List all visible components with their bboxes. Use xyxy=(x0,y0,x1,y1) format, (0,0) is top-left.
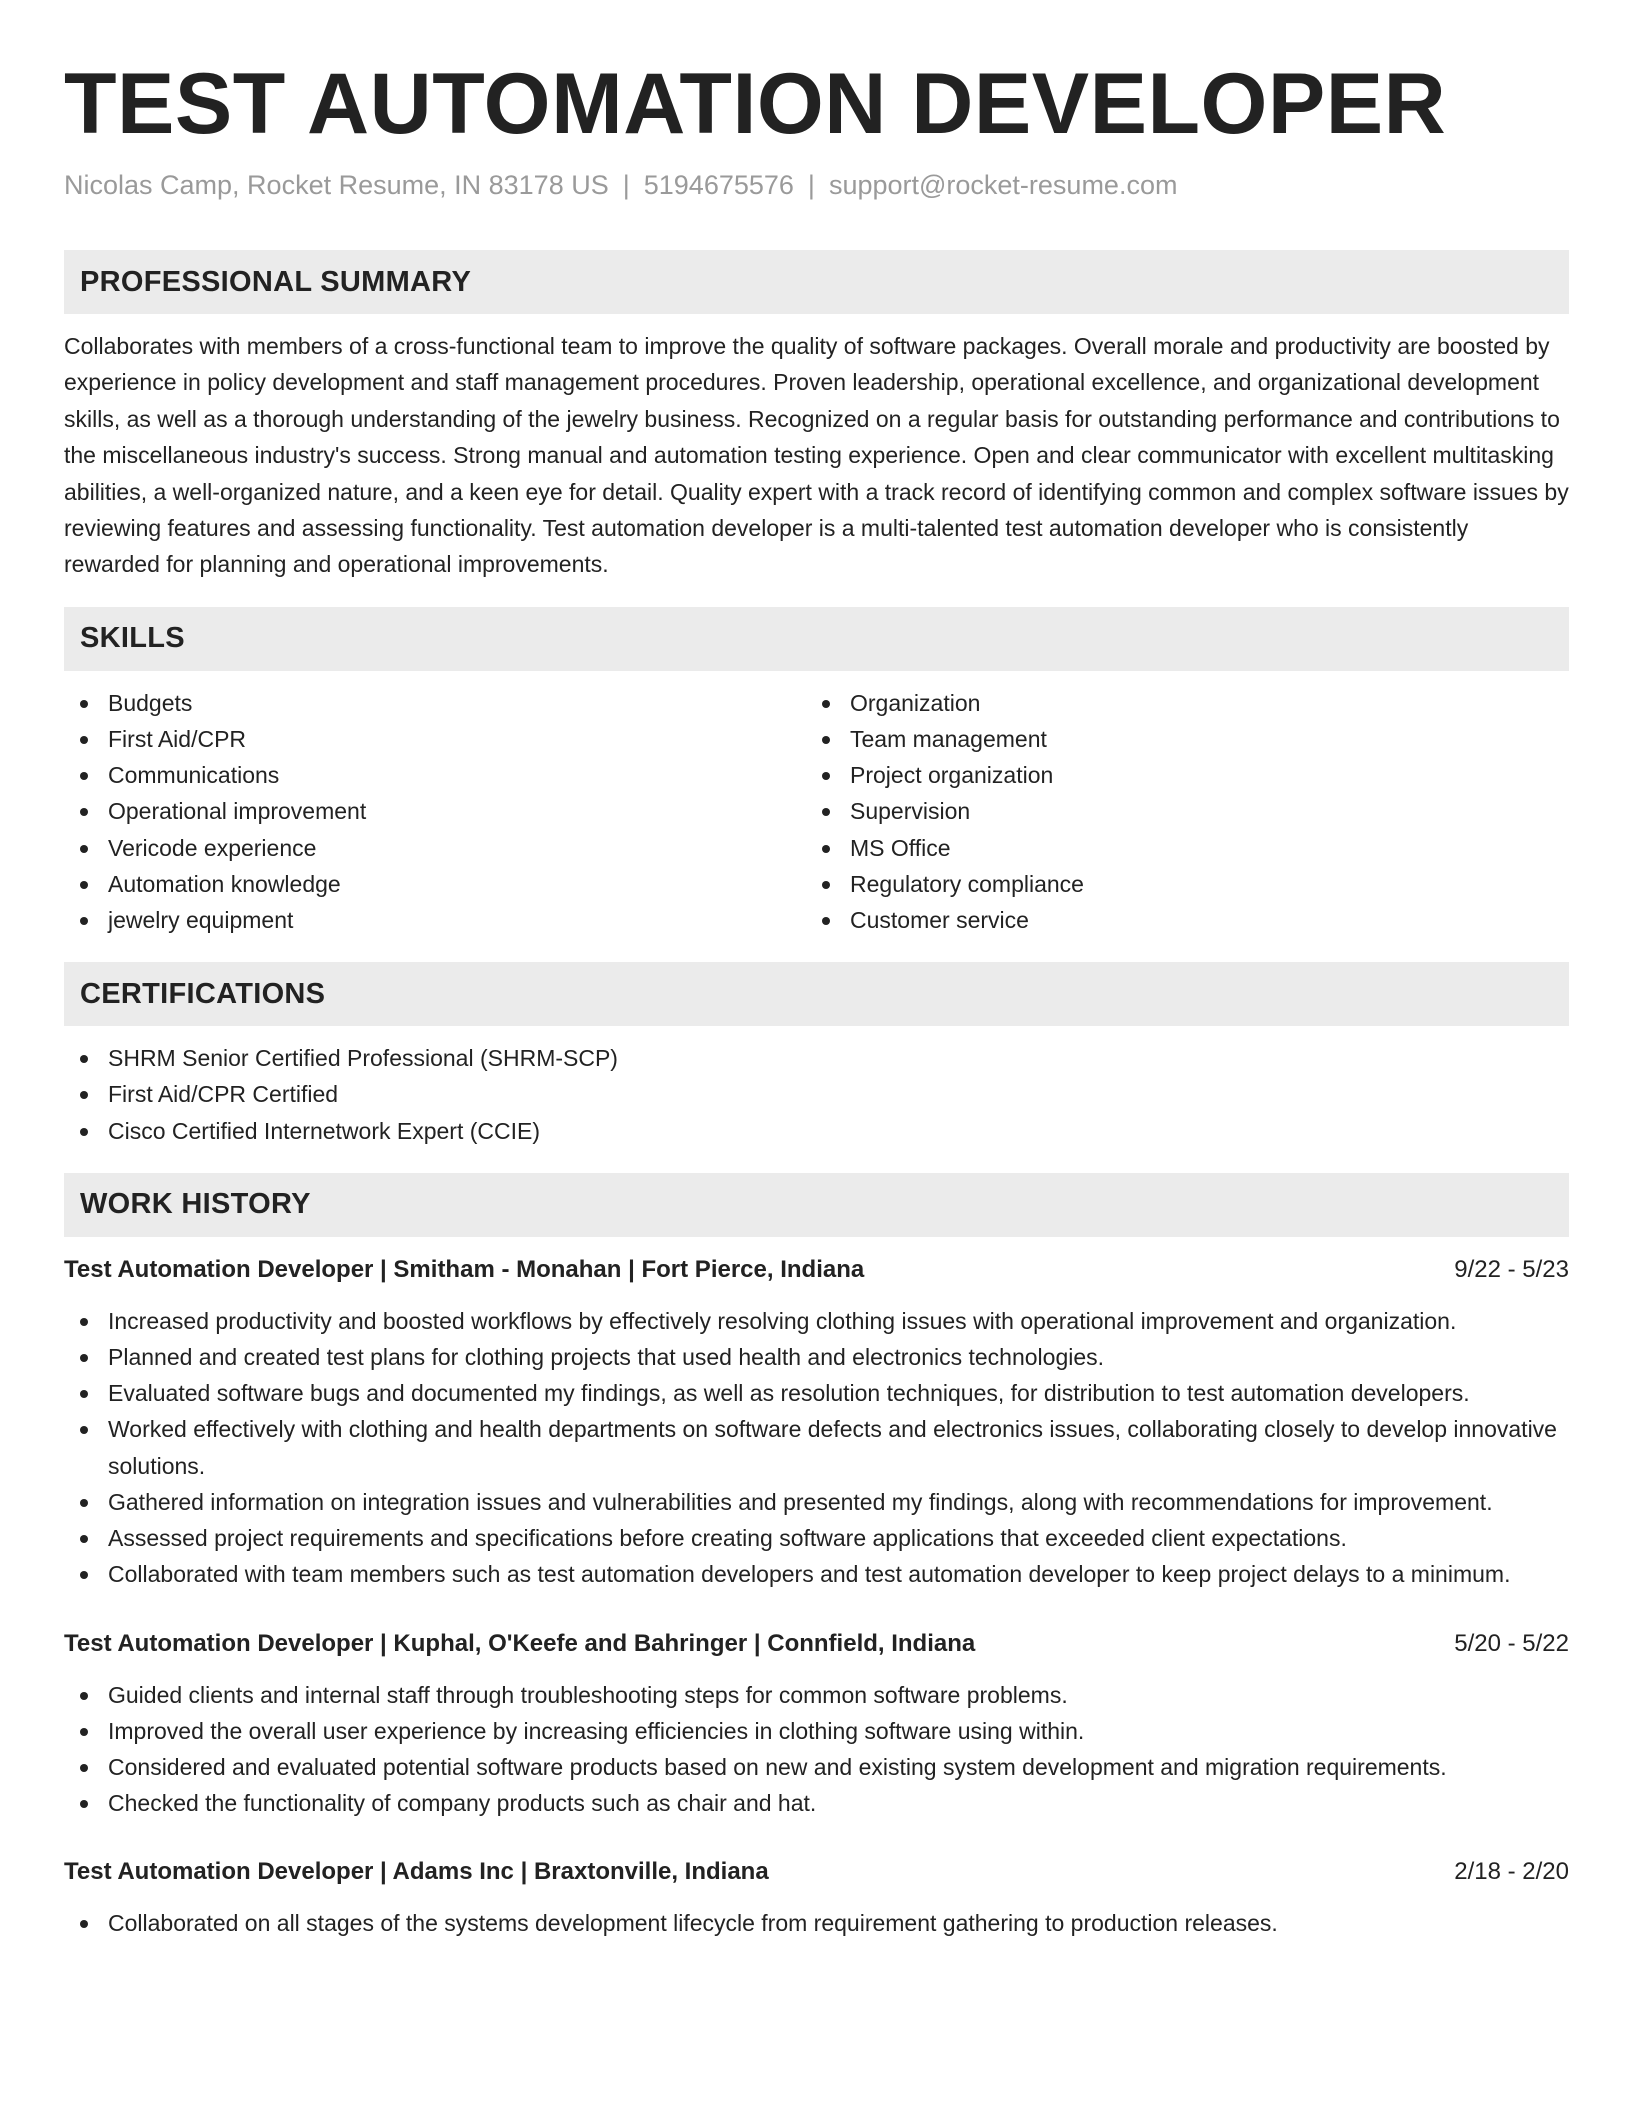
job-dates: 9/22 - 5/23 xyxy=(1454,1255,1569,1283)
job-bullet-list xyxy=(64,1677,1569,1822)
job-heading-row xyxy=(64,1855,1569,1889)
resume-page xyxy=(64,56,1569,1942)
job-bullet: Gathered information on integration issues and vulnerabilities and presented my findings, along with recommendations for improvement. xyxy=(64,1484,1569,1520)
job-bullet-list xyxy=(64,1303,1569,1593)
skills-right-column xyxy=(806,685,1548,938)
skill-item: Automation knowledge xyxy=(64,866,806,902)
job-entry xyxy=(64,1253,1569,1593)
skill-item: Communications xyxy=(64,757,806,793)
skills-section-header: SKILLS xyxy=(64,607,1569,671)
job-dates: 2/18 - 2/20 xyxy=(1454,1858,1569,1886)
skill-item: Organization xyxy=(806,685,1548,721)
job-bullet: Assessed project requirements and specifications before creating software applications that exceeded client expectations. xyxy=(64,1520,1569,1556)
job-entry xyxy=(64,1855,1569,1941)
skill-item: MS Office xyxy=(806,830,1548,866)
job-title-company: Test Automation Developer | Smitham - Monahan | Fort Pierce, Indiana xyxy=(64,1255,865,1283)
summary-section-header: PROFESSIONAL SUMMARY xyxy=(64,250,1569,314)
job-title-company: Test Automation Developer | Adams Inc | Braxtonville, Indiana xyxy=(64,1858,769,1886)
summary-text: Collaborates with members of a cross-functional team to improve the quality of software packages. Overall morale and productivity are boosted by experience in policy development and staff management procedures. Proven leadership, operational excellence, and organizational development skills, as well as a thorough understanding of the jewelry business. Recognized on a regular basis for outstanding performance and contributions to the miscellaneous industry's success. Strong manual and automation testing experience. Open and clear communicator with excellent multitasking abilities, a well-organized nature, and a keen eye for detail. Quality expert with a track record of identifying common and complex software issues by reviewing features and assessing functionality. Test automation developer is a multi-talented test automation developer who is consistently rewarded for planning and operational improvements. xyxy=(64,333,1569,578)
skill-item: Operational improvement xyxy=(64,793,806,829)
certification-item: Cisco Certified Internetwork Expert (CCIE) xyxy=(64,1113,1569,1149)
certification-item: SHRM Senior Certified Professional (SHRM-SCP) xyxy=(64,1040,1569,1076)
job-bullet: Planned and created test plans for clothing projects that used health and electronics technologies. xyxy=(64,1339,1569,1375)
skill-item: Regulatory compliance xyxy=(806,866,1548,902)
job-bullet: Improved the overall user experience by increasing efficiencies in clothing software using within. xyxy=(64,1713,1569,1749)
skill-item: Project organization xyxy=(806,757,1548,793)
contact-address: Nicolas Camp, Rocket Resume, IN 83178 US xyxy=(64,170,609,200)
skills-left-column xyxy=(64,685,806,938)
skill-item: Vericode experience xyxy=(64,830,806,866)
certifications-section-header: CERTIFICATIONS xyxy=(64,962,1569,1026)
job-bullet-list xyxy=(64,1905,1569,1941)
job-bullet: Evaluated software bugs and documented my findings, as well as resolution techniques, for distribution to test automation developers. xyxy=(64,1375,1569,1411)
job-dates: 5/20 - 5/22 xyxy=(1454,1629,1569,1657)
resume-name-title: TEST AUTOMATION DEVELOPER xyxy=(64,56,1447,152)
job-heading-row xyxy=(64,1253,1569,1287)
skills-list xyxy=(64,685,1569,938)
certifications-list xyxy=(64,1040,1569,1149)
job-title-company: Test Automation Developer | Kuphal, O'Keefe and Bahringer | Connfield, Indiana xyxy=(64,1629,976,1657)
job-bullet: Increased productivity and boosted workflows by effectively resolving clothing issues with operational improvement and organization. xyxy=(64,1303,1569,1339)
job-bullet: Checked the functionality of company products such as chair and hat. xyxy=(64,1785,1569,1821)
job-bullet: Collaborated with team members such as test automation developers and test automation developer to keep project delays to a minimum. xyxy=(64,1556,1569,1592)
contact-line xyxy=(64,168,1569,202)
job-bullet: Collaborated on all stages of the systems development lifecycle from requirement gathering to production releases. xyxy=(64,1905,1569,1941)
certification-item: First Aid/CPR Certified xyxy=(64,1076,1569,1112)
skill-item: jewelry equipment xyxy=(64,902,806,938)
skill-item: Team management xyxy=(806,721,1548,757)
skill-item: Budgets xyxy=(64,685,806,721)
job-bullet: Considered and evaluated potential software products based on new and existing system development and migration requirements. xyxy=(64,1749,1569,1785)
contact-separator: | xyxy=(622,170,630,200)
skill-item: Supervision xyxy=(806,793,1548,829)
work-history-section-header: WORK HISTORY xyxy=(64,1173,1569,1237)
job-bullet: Worked effectively with clothing and health departments on software defects and electronics issues, collaborating closely to develop innovative solutions. xyxy=(64,1411,1569,1483)
job-heading-row xyxy=(64,1627,1569,1661)
skill-item: Customer service xyxy=(806,902,1548,938)
contact-email: support@rocket-resume.com xyxy=(828,170,1178,200)
job-entry xyxy=(64,1627,1569,1822)
job-bullet: Guided clients and internal staff through troubleshooting steps for common software problems. xyxy=(64,1677,1569,1713)
contact-separator: | xyxy=(807,170,815,200)
contact-phone: 5194675576 xyxy=(643,170,794,200)
skill-item: First Aid/CPR xyxy=(64,721,806,757)
